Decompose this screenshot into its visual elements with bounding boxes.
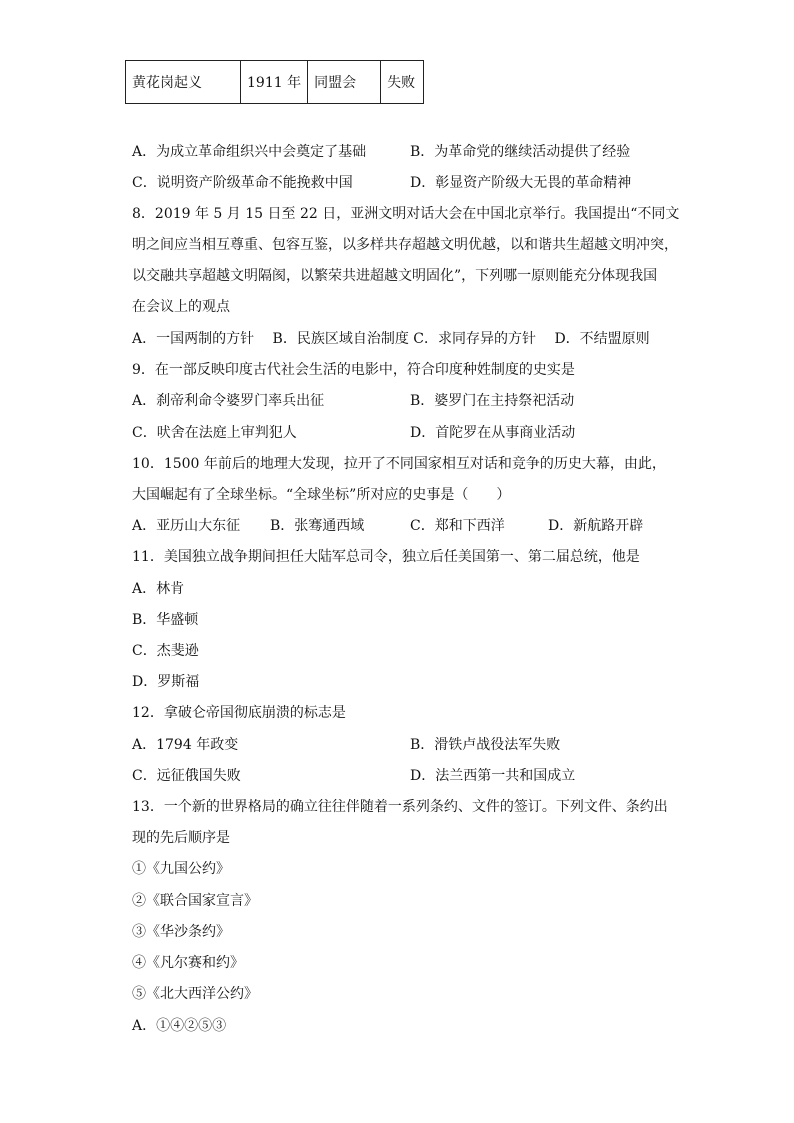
q12-option-b: B．滑铁卢战役法军失败 — [410, 737, 561, 753]
q12-stem: 12．拿破仑帝国彻底崩溃的标志是 — [132, 705, 346, 721]
q13-item-1: ①《九国公约》 — [132, 861, 230, 877]
q7-option-c: C．说明资产阶级革命不能挽救中国 — [132, 175, 353, 191]
q10-stem-line-1: 10．1500 年前后的地理大发现，拉开了不同国家相互对话和竞争的历史大幕，由此， — [132, 456, 666, 472]
q11-option-c: C．杰斐逊 — [132, 643, 199, 659]
q13-item-2: ②《联合国家宣言》 — [132, 893, 258, 909]
q8-stem-line-3: 以交融共享超越文明隔阂，以繁荣共进超越文明固化”，下列哪一原则能充分体现我国 — [132, 268, 658, 284]
table-row — [126, 61, 424, 104]
q7-option-b: B．为革命党的继续活动提供了经验 — [410, 144, 631, 160]
q8-stem-line-2: 明之间应当相互尊重、包容互鉴，以多样共存超越文明优越，以和谐共生超越文明冲突， — [132, 237, 678, 253]
q13-item-5: ⑤《北大西洋公约》 — [132, 986, 258, 1002]
q9-option-a: A．刹帝利命令婆罗门率兵出征 — [132, 393, 325, 409]
q10-option-b: B．张骞通西域 — [270, 518, 365, 534]
q8-stem-line-4: 在会议上的观点 — [132, 299, 230, 315]
q11-option-a: A．林肯 — [132, 581, 185, 597]
q13-item-3: ③《华沙条约》 — [132, 924, 230, 940]
q11-option-b: B．华盛顿 — [132, 612, 199, 628]
q13-stem-line-2: 现的先后顺序是 — [132, 830, 230, 846]
q7-option-d: D．彰显资产阶级大无畏的革命精神 — [410, 175, 632, 191]
q12-option-c: C．远征俄国失败 — [132, 768, 241, 784]
q13-stem-line-1: 13．一个新的世界格局的确立往往伴随着一系列条约、文件的签订。下列文件、条约出 — [132, 799, 668, 815]
q13-item-4: ④《凡尔赛和约》 — [132, 955, 244, 971]
q12-option-d: D．法兰西第一共和国成立 — [410, 768, 576, 784]
table-cell-year: 1911 年 — [241, 61, 308, 104]
table-cell-event: 黄花岗起义 — [126, 61, 241, 104]
q13-option-a: A．①④②⑤③ — [132, 1018, 227, 1034]
q10-option-d: D．新航路开辟 — [548, 518, 644, 534]
q11-option-d: D．罗斯福 — [132, 674, 200, 690]
table-cell-organization: 同盟会 — [308, 61, 381, 104]
q9-option-d: D．首陀罗在从事商业活动 — [410, 425, 576, 441]
q9-option-b: B．婆罗门在主持祭祀活动 — [410, 393, 575, 409]
q9-option-c: C．吠舍在法庭上审判犯人 — [132, 425, 297, 441]
q10-option-a: A．亚历山大东征 — [132, 518, 241, 534]
table-cell-result: 失败 — [381, 61, 424, 104]
q8-options: A．一国两制的方针 B．民族区域自治制度 C．求同存异的方针 D．不结盟原则 — [132, 331, 650, 347]
q9-stem: 9．在一部反映印度古代社会生活的电影中，符合印度种姓制度的史实是 — [132, 362, 575, 378]
q7-option-a: A．为成立革命组织兴中会奠定了基础 — [132, 144, 367, 160]
q11-stem: 11．美国独立战争期间担任大陆军总司令，独立后任美国第一、第二届总统，他是 — [132, 549, 640, 565]
q10-stem-line-2: 大国崛起有了全球坐标。“全球坐标”所对应的史事是（ ） — [132, 487, 511, 503]
q10-option-c: C．郑和下西洋 — [410, 518, 505, 534]
history-event-table — [125, 60, 424, 104]
q12-option-a: A．1794 年政变 — [132, 737, 239, 753]
q8-stem-line-1: 8．2019 年 5 月 15 日至 22 日，亚洲文明对话大会在中国北京举行。我国提出“不同文 — [132, 206, 680, 222]
